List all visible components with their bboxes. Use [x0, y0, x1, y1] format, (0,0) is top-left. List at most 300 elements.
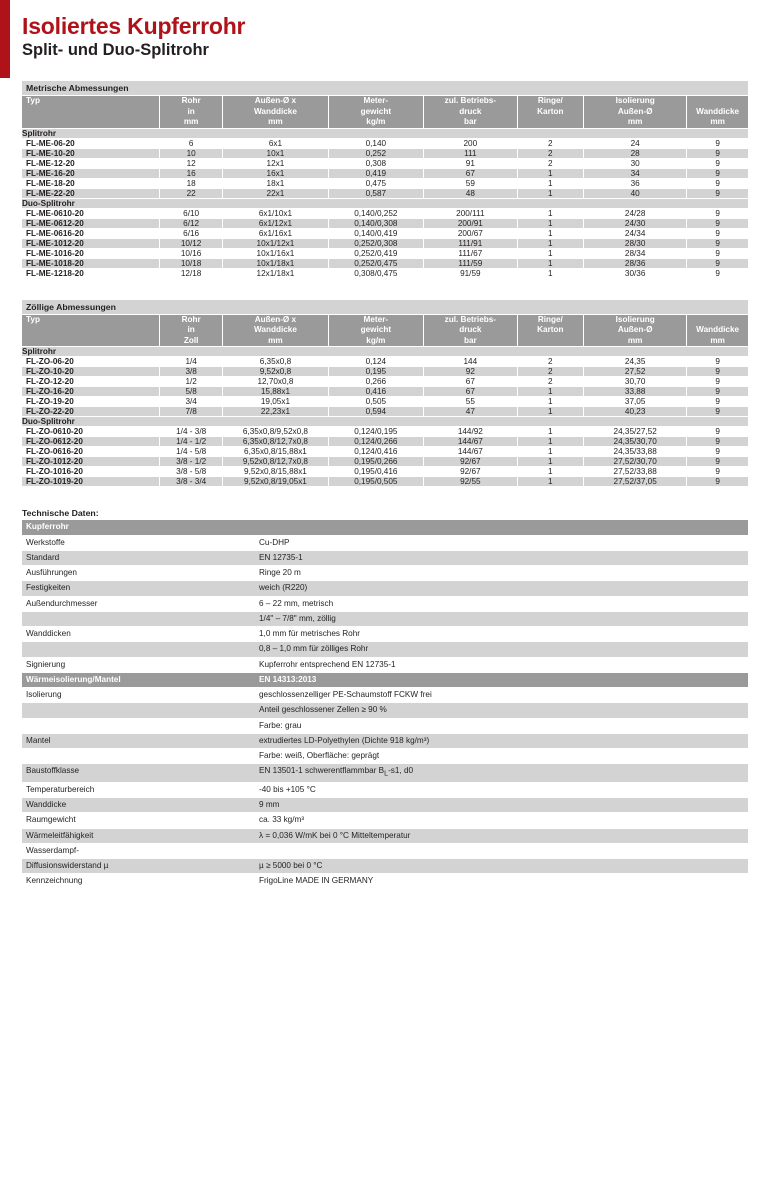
column-header-line3 [26, 117, 159, 128]
table-cell: 9 [687, 138, 748, 148]
table-cell: 36 [584, 178, 687, 188]
column-header-line1: Außen-Ø x [254, 314, 297, 324]
column-header-line1: Rohr [181, 314, 201, 324]
table-group-label: Splitrohr [22, 128, 748, 138]
table-cell: 111 [424, 148, 517, 158]
technical-row [22, 764, 748, 782]
table-cell: 92/55 [424, 477, 517, 487]
table-header-row [22, 315, 748, 347]
table-cell: FL-ME-1016-20 [22, 248, 159, 258]
table-cell: 1/2 [159, 377, 222, 387]
table-cell: 18 [159, 178, 222, 188]
table-cell: 9,52x0,8/19,05x1 [223, 477, 328, 487]
spacer-3 [0, 486, 770, 508]
table-cell: 92/67 [424, 457, 517, 467]
table-cell: 9 [687, 238, 748, 248]
table-cell: FL-ZO-1016-20 [22, 467, 159, 477]
technical-value: -40 bis +105 °C [255, 782, 748, 797]
table-cell: 9 [687, 268, 748, 278]
table-cell: 6x1/12x1 [223, 218, 328, 228]
page-title: Isoliertes Kupferrohr [22, 13, 246, 39]
column-header-line2 [26, 325, 159, 336]
technical-row [22, 657, 748, 672]
table-cell: 1 [517, 467, 584, 477]
table-cell: 9 [687, 367, 748, 377]
table-cell: 2 [517, 158, 584, 168]
table-cell: 0,140/0,308 [328, 218, 424, 228]
table-cell: 0,124/0,266 [328, 437, 424, 447]
table-cell: 144/92 [424, 427, 517, 437]
metric-section [22, 81, 748, 278]
column-header-line3: mm [710, 117, 725, 127]
table-cell: FL-ZO-22-20 [22, 407, 159, 417]
table-cell: 0,195 [328, 367, 424, 377]
table-cell: 6 [159, 138, 222, 148]
table-cell: 28/36 [584, 258, 687, 268]
column-header [328, 96, 424, 128]
technical-key: Signierung [22, 657, 255, 672]
accent-bar [0, 0, 10, 78]
document-header [0, 0, 770, 59]
table-cell: FL-ME-1218-20 [22, 268, 159, 278]
table-cell: 55 [424, 397, 517, 407]
table-cell: FL-ME-06-20 [22, 138, 159, 148]
technical-key [22, 718, 255, 733]
table-row [22, 377, 748, 387]
table-cell: 200/111 [424, 208, 517, 218]
technical-key: Temperaturbereich [22, 782, 255, 797]
table-cell: 3/8 - 5/8 [159, 467, 222, 477]
table-cell: 15,88x1 [223, 387, 328, 397]
table-cell: 0,140/0,419 [328, 228, 424, 238]
table-cell: 200/91 [424, 218, 517, 228]
table-cell: 9 [687, 188, 748, 198]
technical-row [22, 733, 748, 748]
technical-row [22, 627, 748, 642]
column-header-line3: mm [710, 335, 725, 345]
table-cell: 1/4 - 5/8 [159, 447, 222, 457]
column-header [328, 315, 424, 347]
table-cell: 9 [687, 228, 748, 238]
table-cell: 6,35x0,8/9,52x0,8 [223, 427, 328, 437]
table-cell: 24,35/30,70 [584, 437, 687, 447]
table-cell: 111/91 [424, 238, 517, 248]
table-cell: 12x1/18x1 [223, 268, 328, 278]
technical-subhead-value [255, 520, 748, 535]
technical-subhead: Kupferrohr [22, 520, 255, 535]
column-header [159, 315, 222, 347]
technical-value: Cu-DHP [255, 535, 748, 550]
column-header-line3: mm [627, 335, 643, 345]
table-cell: 0,266 [328, 377, 424, 387]
table-cell: 9 [687, 208, 748, 218]
table-row [22, 168, 748, 178]
table-cell: 9 [687, 148, 748, 158]
table-cell: 3/8 - 3/4 [159, 477, 222, 487]
table-cell: 6,35x0,8/15,88x1 [223, 447, 328, 457]
table-cell: FL-ZO-16-20 [22, 387, 159, 397]
table-cell: 24,35/33,88 [584, 447, 687, 457]
table-cell: 0,416 [328, 387, 424, 397]
technical-subhead-row [22, 520, 748, 535]
technical-value: weich (R220) [255, 581, 748, 596]
table-cell: 0,252/0,475 [328, 258, 424, 268]
table-cell: 2 [517, 377, 584, 387]
table-cell: 1/4 - 1/2 [159, 437, 222, 447]
table-cell: FL-ME-16-20 [22, 168, 159, 178]
technical-value: ca. 33 kg/m³ [255, 813, 748, 828]
table-cell: 6/12 [159, 218, 222, 228]
table-cell: 1 [517, 258, 584, 268]
technical-row [22, 874, 748, 889]
technical-value: 9 mm [255, 798, 748, 813]
table-row [22, 437, 748, 447]
table-cell: 18x1 [223, 178, 328, 188]
column-header [584, 96, 687, 128]
table-cell: 1 [517, 387, 584, 397]
table-cell: 0,140/0,252 [328, 208, 424, 218]
table-cell: FL-ME-10-20 [22, 148, 159, 158]
table-cell: 0,308/0,475 [328, 268, 424, 278]
table-cell: 9,52x0,8/12,7x0,8 [223, 457, 328, 467]
table-row [22, 357, 748, 367]
technical-value: Farbe: weiß, Oberfläche: geprägt [255, 749, 748, 764]
table-cell: 0,195/0,416 [328, 467, 424, 477]
column-header-line3: kg/m [366, 117, 386, 127]
technical-key: Werkstoffe [22, 535, 255, 550]
table-cell: 12,70x0,8 [223, 377, 328, 387]
table-row [22, 427, 748, 437]
technical-row [22, 828, 748, 843]
technical-key: Wanddicke [22, 798, 255, 813]
technical-key [22, 642, 255, 657]
table-cell: 7/8 [159, 407, 222, 417]
technical-value: extrudiertes LD-Polyethylen (Dichte 918 kg/m³) [255, 733, 748, 748]
table-cell: 0,505 [328, 397, 424, 407]
table-cell: 144/67 [424, 437, 517, 447]
technical-value: EN 13501-1 schwerentflammbar $B_L-s1$, d0 [255, 764, 748, 782]
table-cell: 3/8 - 1/2 [159, 457, 222, 467]
column-header-line2: Wanddicke [696, 106, 740, 116]
technical-section [22, 508, 748, 888]
table-cell: FL-ZO-19-20 [22, 397, 159, 407]
table-cell: 24 [584, 138, 687, 148]
column-header-line1: Meter- [363, 314, 389, 324]
technical-value: Anteil geschlossener Zellen ≥ 90 % [255, 703, 748, 718]
table-cell: 0,252/0,308 [328, 238, 424, 248]
table-cell: 24/28 [584, 208, 687, 218]
column-header-line3: mm [268, 117, 283, 127]
table-row [22, 467, 748, 477]
table-cell: 1 [517, 447, 584, 457]
table-cell: 6x1 [223, 138, 328, 148]
technical-key: Wärmeisolierung/Mantel [22, 672, 255, 687]
inch-section-caption: Zöllige Abmessungen [22, 300, 748, 315]
table-cell: 48 [424, 188, 517, 198]
table-row [22, 138, 748, 148]
table-cell: 5/8 [159, 387, 222, 397]
column-header-line3 [26, 336, 159, 347]
table-cell: 24/34 [584, 228, 687, 238]
table-cell: FL-ZO-0610-20 [22, 427, 159, 437]
table-cell: 22x1 [223, 188, 328, 198]
table-row [22, 367, 748, 377]
column-header-line3 [518, 336, 584, 347]
table-cell: 40 [584, 188, 687, 198]
table-cell: 1 [517, 208, 584, 218]
table-cell: 10x1 [223, 148, 328, 158]
technical-row [22, 798, 748, 813]
table-cell: 9 [687, 447, 748, 457]
table-group-row [22, 198, 748, 208]
table-row [22, 228, 748, 238]
table-row [22, 407, 748, 417]
table-cell: FL-ME-1012-20 [22, 238, 159, 248]
table-cell: FL-ME-1018-20 [22, 258, 159, 268]
table-cell: 1 [517, 457, 584, 467]
technical-row [22, 581, 748, 596]
table-cell: 1 [517, 437, 584, 447]
table-cell: 1 [517, 238, 584, 248]
table-cell: 9 [687, 387, 748, 397]
table-cell: 28/30 [584, 238, 687, 248]
table-group-row [22, 347, 748, 357]
table-cell: 10x1/18x1 [223, 258, 328, 268]
table-cell: FL-ZO-0612-20 [22, 437, 159, 447]
table-cell: 37,05 [584, 397, 687, 407]
table-cell: 47 [424, 407, 517, 417]
table-cell: 27,52/33,88 [584, 467, 687, 477]
column-header-line1: Typ [26, 314, 40, 324]
column-header [22, 96, 159, 128]
technical-key [22, 749, 255, 764]
table-group-label: Splitrohr [22, 347, 748, 357]
technical-value: geschlossenzelliger PE-Schaumstoff FCKW frei [255, 688, 748, 703]
column-header-line2: gewicht [360, 106, 392, 116]
technical-caption: Technische Daten: [22, 508, 99, 519]
column-header-line2: Wanddicke [253, 325, 297, 335]
table-row [22, 148, 748, 158]
column-header-line1: Isolierung [615, 96, 655, 106]
table-row [22, 188, 748, 198]
table-cell: 9 [687, 168, 748, 178]
table-cell: 9 [687, 427, 748, 437]
table-row [22, 477, 748, 487]
table-cell: 9 [687, 357, 748, 367]
table-cell: 22 [159, 188, 222, 198]
table-cell: 1/4 [159, 357, 222, 367]
table-cell: FL-ME-0610-20 [22, 208, 159, 218]
table-cell: 9 [687, 158, 748, 168]
table-cell: 33,88 [584, 387, 687, 397]
column-header-line2: gewicht [360, 325, 392, 335]
column-header-line2: Karton [537, 325, 564, 335]
technical-value: Ringe 20 m [255, 566, 748, 581]
technical-value: Kupferrohr entsprechend EN 12735-1 [255, 657, 748, 672]
table-cell: FL-ZO-06-20 [22, 357, 159, 367]
column-header-line1: Rohr [181, 96, 201, 106]
column-header-line2: in [187, 106, 195, 116]
table-cell: 1 [517, 168, 584, 178]
table-cell: 67 [424, 387, 517, 397]
column-header-line1: Isolierung [615, 314, 655, 324]
table-cell: 12/18 [159, 268, 222, 278]
technical-key: Raumgewicht [22, 813, 255, 828]
column-header [424, 315, 517, 347]
table-cell: 1 [517, 427, 584, 437]
table-cell: 1 [517, 218, 584, 228]
table-cell: 92/67 [424, 467, 517, 477]
table-cell: 9,52x0,8/15,88x1 [223, 467, 328, 477]
technical-key: Diffusionswiderstand µ [22, 859, 255, 874]
table-cell: 6x1/10x1 [223, 208, 328, 218]
table-cell: 34 [584, 168, 687, 178]
table-cell: FL-ME-0616-20 [22, 228, 159, 238]
table-cell: 0,124 [328, 357, 424, 367]
table-cell: 1 [517, 268, 584, 278]
table-cell: 28/34 [584, 248, 687, 258]
technical-row [22, 718, 748, 733]
table-cell: 92 [424, 367, 517, 377]
column-header-line1: Meter- [363, 96, 389, 106]
column-header-line3: mm [627, 117, 643, 127]
column-header-line2: druck [459, 325, 482, 335]
table-cell: 24,35/27,52 [584, 427, 687, 437]
table-cell: 59 [424, 178, 517, 188]
column-header-line2 [26, 107, 159, 118]
table-cell: 1 [517, 228, 584, 238]
table-cell: 111/59 [424, 258, 517, 268]
table-cell: 0,419 [328, 168, 424, 178]
technical-key: Standard [22, 550, 255, 565]
table-row [22, 457, 748, 467]
table-cell: 9 [687, 467, 748, 477]
column-header [424, 96, 517, 128]
table-row [22, 238, 748, 248]
table-cell: FL-ME-22-20 [22, 188, 159, 198]
table-row [22, 447, 748, 457]
table-cell: 9 [687, 218, 748, 228]
table-cell: 10x1/12x1 [223, 238, 328, 248]
technical-value: λ = 0,036 W/mK bei 0 °C Mitteltemperatur [255, 828, 748, 843]
column-header-line1 [687, 96, 748, 107]
technical-table [22, 519, 748, 888]
table-cell: 9,52x0,8 [223, 367, 328, 377]
table-cell: 2 [517, 367, 584, 377]
technical-value: 6 – 22 mm, metrisch [255, 596, 748, 611]
table-cell: 3/4 [159, 397, 222, 407]
spacer [0, 59, 770, 81]
table-row [22, 178, 748, 188]
column-header-line1: Typ [26, 96, 40, 106]
table-cell: 144/67 [424, 447, 517, 457]
table-cell: 1/4 - 3/8 [159, 427, 222, 437]
technical-row [22, 535, 748, 550]
table-group-row [22, 128, 748, 138]
table-cell: 24/30 [584, 218, 687, 228]
table-row [22, 218, 748, 228]
table-cell: FL-ZO-1019-20 [22, 477, 159, 487]
table-cell: 2 [517, 357, 584, 367]
table-cell: 28 [584, 148, 687, 158]
table-cell: 0,252/0,419 [328, 248, 424, 258]
column-header-line1 [687, 315, 748, 326]
column-header-line2: Karton [537, 106, 564, 116]
table-cell: 10x1/16x1 [223, 248, 328, 258]
column-header [687, 96, 748, 128]
column-header [159, 96, 222, 128]
table-cell: 2 [517, 148, 584, 158]
table-cell: FL-ZO-1012-20 [22, 457, 159, 467]
table-cell: FL-ZO-12-20 [22, 377, 159, 387]
table-cell: 30,70 [584, 377, 687, 387]
table-cell: 9 [687, 407, 748, 417]
technical-value: Farbe: grau [255, 718, 748, 733]
spacer-2 [0, 278, 770, 300]
table-cell: 6,35x0,8/12,7x0,8 [223, 437, 328, 447]
technical-row [22, 688, 748, 703]
technical-row [22, 672, 748, 687]
table-cell: 0,308 [328, 158, 424, 168]
table-cell: 9 [687, 457, 748, 467]
table-cell: FL-ME-18-20 [22, 178, 159, 188]
technical-value [255, 843, 748, 858]
technical-row [22, 749, 748, 764]
inch-table [22, 315, 748, 487]
column-header [223, 96, 328, 128]
column-header [584, 315, 687, 347]
column-header-line2: in [187, 325, 195, 335]
technical-key: Baustoffklasse [22, 764, 255, 782]
table-cell: 1 [517, 178, 584, 188]
table-cell: 91 [424, 158, 517, 168]
table-cell: 1 [517, 248, 584, 258]
column-header-line3: mm [183, 117, 199, 127]
technical-value: 1/4" – 7/8" mm, zöllig [255, 611, 748, 626]
table-group-label: Duo-Splitrohr [22, 198, 748, 208]
table-cell: 10/12 [159, 238, 222, 248]
table-cell: 9 [687, 377, 748, 387]
column-header-line1: Außen-Ø x [254, 96, 297, 106]
column-header-line2: Wanddicke [696, 325, 740, 335]
technical-key: Ausführungen [22, 566, 255, 581]
metric-table [22, 96, 748, 278]
table-cell: 9 [687, 397, 748, 407]
table-cell: 19,05x1 [223, 397, 328, 407]
column-header-line1: zul. Betriebs- [444, 96, 497, 106]
table-cell: 0,124/0,195 [328, 427, 424, 437]
technical-key: Außendurchmesser [22, 596, 255, 611]
table-row [22, 208, 748, 218]
technical-row [22, 596, 748, 611]
column-header [22, 315, 159, 347]
table-cell: 16 [159, 168, 222, 178]
table-cell: 24,35 [584, 357, 687, 367]
table-cell: 3/8 [159, 367, 222, 377]
column-header [687, 315, 748, 347]
table-cell: FL-ME-12-20 [22, 158, 159, 168]
table-cell: FL-ME-0612-20 [22, 218, 159, 228]
table-cell: 9 [687, 258, 748, 268]
table-cell: 200 [424, 138, 517, 148]
table-cell: FL-ZO-0616-20 [22, 447, 159, 457]
column-header-line2: Außen-Ø [617, 106, 653, 116]
table-cell: 9 [687, 477, 748, 487]
table-header-row [22, 96, 748, 128]
table-cell: 27,52/37,05 [584, 477, 687, 487]
technical-row [22, 550, 748, 565]
column-header-line2: Wanddicke [253, 106, 297, 116]
